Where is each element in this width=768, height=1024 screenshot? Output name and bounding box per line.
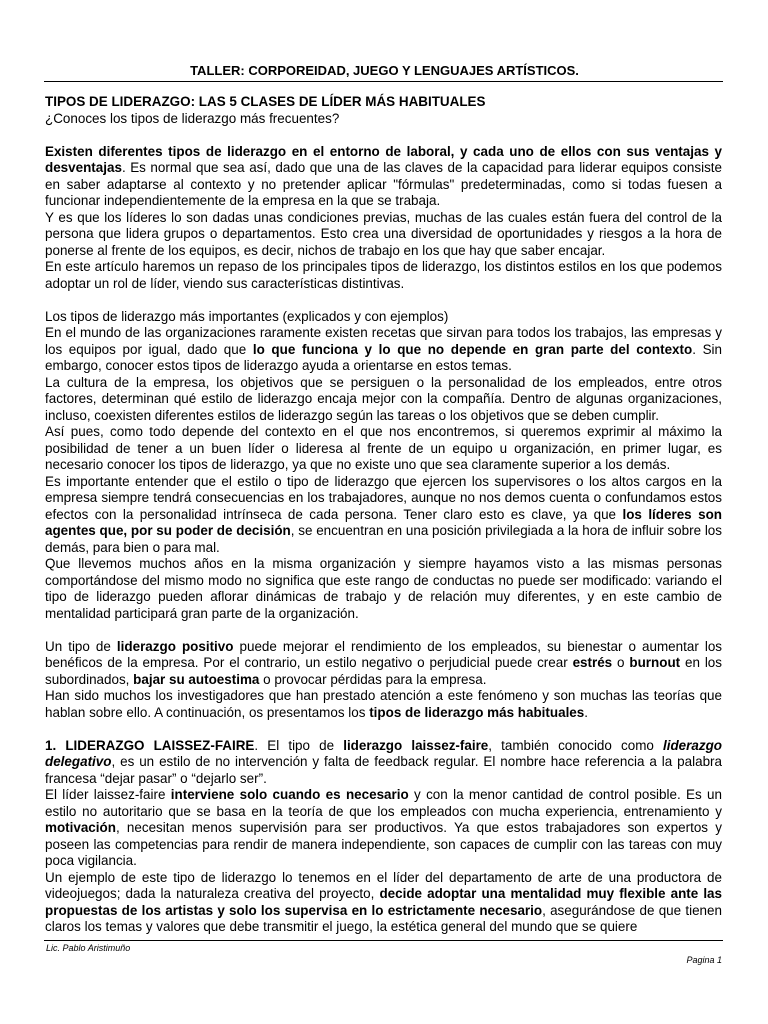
footer-divider bbox=[44, 940, 723, 941]
text-run: Un tipo de bbox=[45, 638, 117, 654]
text-run: En el mundo de las organizaciones raramente existen recetas que sirvan para todos los trabajos, las empresas y los equipos por igual, dado que bbox=[45, 325, 722, 357]
text-run: en los subordinados, bbox=[45, 655, 723, 687]
bold-text-run: motivación bbox=[45, 820, 116, 835]
text-run: y con la menor cantidad de control posible. Es un estilo no autoritario que se basa en la teoría de que los empleados con mucha experiencia, entrenamiento y bbox=[45, 787, 722, 819]
paragraph bbox=[45, 639, 722, 689]
bold-text-run: bajar su autoestima bbox=[133, 671, 260, 687]
paragraph: La cultura de la empresa, los objetivos que se persiguen o la personalidad de los empleados, entre otros factores, determinan qué estilo de liderazgo encaja mejor con la compañía. Dentro de algunas organizaciones, incluso, coexisten diferentes estilos de liderazgo según las tareas o los objetivos que se deben cumplir. bbox=[45, 374, 722, 423]
bold-text-run: liderazgo delegativo bbox=[45, 737, 722, 769]
text-run: puede mejorar el rendimiento de los empleados, su bienestar o aumentar los benéficos de la empresa. Por el contrario, un estilo negativo o perjudicial puede crear bbox=[45, 638, 723, 670]
paragraph bbox=[45, 688, 722, 721]
article-subtitle: ¿Conoces los tipos de liderazgo más frecuentes? bbox=[45, 110, 340, 126]
paragraph bbox=[45, 474, 722, 557]
bold-text-run: Existen diferentes tipos de liderazgo en el entorno de laboral, y cada uno de ellos con sus ventajas y desventajas bbox=[45, 143, 722, 175]
text-run: o provocar pérdidas para la empresa. bbox=[259, 671, 487, 687]
document-body bbox=[45, 94, 722, 936]
text-run: El líder laissez-faire bbox=[45, 787, 171, 802]
bold-text-run: liderazgo laissez-faire bbox=[343, 737, 489, 753]
bold-text-run: lo que funciona y lo que no depende en gran parte del contexto bbox=[252, 341, 693, 357]
page-number: Pagina 1 bbox=[686, 955, 722, 965]
bold-text-run: interviene solo cuando es necesario bbox=[170, 787, 409, 802]
paragraph bbox=[45, 738, 722, 788]
bold-text-run: 1. LIDERAZGO LAISSEZ-FAIRE bbox=[45, 737, 255, 753]
paragraph bbox=[45, 870, 722, 936]
text-run: , asegurándose de que tienen claros los temas y valores que debe transmitir el juego, la estética general del mundo que se quiere bbox=[45, 902, 722, 934]
paragraph bbox=[45, 325, 722, 375]
paragraph bbox=[45, 787, 722, 870]
text-run: . bbox=[584, 704, 588, 720]
text-run: Un ejemplo de este tipo de liderazgo lo tenemos en el líder del departamento de arte de una productora de videojuegos; dada la naturaleza creativa del proyecto, bbox=[45, 869, 722, 901]
text-run: o bbox=[612, 655, 630, 670]
header-divider bbox=[44, 81, 723, 82]
text-run: , necesitan menos supervisión para ser productivos. Ya que estos trabajadores son expertos y poseen las competencias para rendir de manera independiente, son capaces de cumplir con las tareas con muy poca vigilancia. bbox=[45, 820, 722, 868]
text-run: . Sin embargo, conocer estos tipos de liderazgo ayuda a orientarse en estos temas. bbox=[45, 341, 722, 373]
bold-text-run: los líderes son agentes que, por su poder de decisión bbox=[45, 506, 722, 538]
bold-text-run: liderazgo positivo bbox=[116, 638, 234, 654]
text-run: . El tipo de bbox=[254, 737, 344, 753]
bold-text-run: burnout bbox=[629, 655, 681, 670]
paragraph: Así pues, como todo depende del contexto en el que nos encontremos, si queremos exprimir al máximo la posibilidad de tener a un buen líder o lideresa al frente de un equipo u organización, en primer lugar, es necesario conocer los tipos de liderazgo, ya que no existe uno que sea claramente superior a los demás. bbox=[45, 424, 722, 472]
document-header-title: TALLER: CORPOREIDAD, JUEGO Y LENGUAJES ARTÍSTICOS. bbox=[190, 63, 579, 78]
paragraph: En este artículo haremos un repaso de los principales tipos de liderazgo, los distintos estilos en los que podemos adoptar un rol de líder, viendo sus características distintivas. bbox=[45, 259, 722, 291]
text-run: , también conocido como bbox=[488, 737, 663, 753]
bold-text-run: estrés bbox=[572, 655, 613, 670]
bold-text-run: decide adoptar una mentalidad muy flexible ante las propuestas de los artistas y solo los supervisa en lo estrictamente necesario bbox=[45, 886, 722, 918]
text-run: , es un estilo de no intervención y falta de feedback regular. El nombre hace referencia a la palabra francesa “dejar pasar” o “dejarlo ser”. bbox=[45, 754, 722, 786]
section-heading: Los tipos de liderazgo más importantes (explicados y con ejemplos) bbox=[45, 308, 449, 324]
article-title: TIPOS DE LIDERAZGO: LAS 5 CLASES DE LÍDER MÁS HABITUALES bbox=[45, 94, 486, 109]
text-run: Es importante entender que el estilo o tipo de liderazgo que ejercen los supervisores o los altos cargos en la empresa siempre tendrá consecuencias en los trabajadores, aunque no nos demos cuenta o confundamos estos efectos con la personalidad intrínseca de cada persona. Tener claro esto es clave, ya que bbox=[45, 473, 722, 522]
text-run: Han sido muchos los investigadores que han prestado atención a este fenómeno y son muchas las teorías que hablan sobre ello. A continuación, os presentamos los bbox=[45, 688, 722, 720]
paragraph bbox=[45, 144, 722, 210]
footer-author: Lic. Pablo Aristimuño bbox=[46, 943, 131, 953]
paragraph: Que llevemos muchos años en la misma organización y siempre hayamos visto a las mismas personas comportándose del mismo modo no significa que este rango de conductas no puede ser modificado: variando el tipo de liderazgo pueden aflorar dinámicas de trabajo y de relación muy diferentes, y en este cambio de mentalidad participará gran parte de la organización. bbox=[45, 556, 722, 621]
text-run: , se encuentran en una posición privilegiada a la hora de influir sobre los demás, para bien o para mal. bbox=[45, 523, 722, 555]
paragraph: Y es que los líderes lo son dadas unas condiciones previas, muchas de las cuales están fuera del control de la persona que lidera grupos o departamentos. Esto crea una diversidad de oportunidades y riesgos a la hora de ponerse al frente de los equipos, es decir, nichos de trabajo en los que hay que saber encajar. bbox=[45, 209, 722, 258]
text-run: . Es normal que sea así, dado que una de las claves de la capacidad para liderar equipos consiste en saber adaptarse al contexto y no pretender aplicar "fórmulas" predeterminadas, como si todas fuesen a funcionar independientemente de la empresa en la que se trabaja. bbox=[45, 160, 722, 208]
bold-text-run: tipos de liderazgo más habituales bbox=[369, 704, 585, 720]
